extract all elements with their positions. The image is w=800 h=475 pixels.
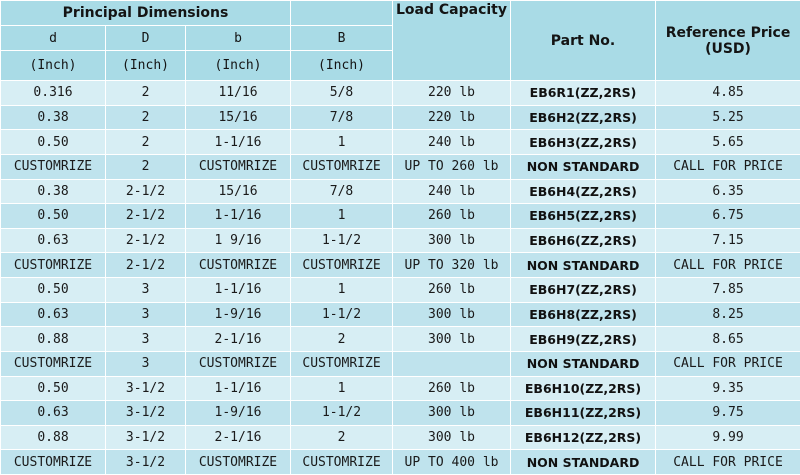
cell-D: 2 (106, 154, 186, 179)
cell-B: 7/8 (291, 105, 393, 130)
cell-reference-price: 9.99 (656, 425, 800, 450)
table-row (1, 376, 800, 401)
cell-B: CUSTOMRIZE (291, 351, 393, 376)
cell-d: CUSTOMRIZE (1, 154, 106, 179)
column-d-unit: (Inch) (1, 51, 106, 81)
cell-b: 11/16 (186, 81, 291, 106)
cell-part-no: EB6H10(ZZ,2RS) (511, 376, 656, 401)
principal-dimensions-header-extension (291, 1, 393, 26)
cell-D: 2-1/2 (106, 179, 186, 204)
cell-D: 3-1/2 (106, 376, 186, 401)
cell-D: 3-1/2 (106, 450, 186, 475)
cell-b: 1-9/16 (186, 401, 291, 426)
table-row (1, 81, 800, 106)
cell-b: 15/16 (186, 179, 291, 204)
cell-reference-price: 5.25 (656, 105, 800, 130)
cell-d: 0.88 (1, 425, 106, 450)
cell-b: CUSTOMRIZE (186, 253, 291, 278)
cell-d: 0.38 (1, 179, 106, 204)
cell-d: 0.88 (1, 327, 106, 352)
column-b-header: b (186, 26, 291, 51)
reference-price-currency: (USD) (705, 41, 751, 57)
cell-load-capacity: UP TO 400 lb (393, 450, 511, 475)
cell-d: 0.50 (1, 204, 106, 229)
cell-d: 0.63 (1, 302, 106, 327)
cell-load-capacity: 300 lb (393, 401, 511, 426)
cell-D: 2 (106, 105, 186, 130)
table-row (1, 130, 800, 155)
cell-D: 2 (106, 81, 186, 106)
principal-dimensions-header: Principal Dimensions (1, 1, 291, 26)
cell-D: 2-1/2 (106, 228, 186, 253)
cell-part-no: EB6H6(ZZ,2RS) (511, 228, 656, 253)
cell-d: CUSTOMRIZE (1, 450, 106, 475)
table-row (1, 179, 800, 204)
cell-load-capacity: 300 lb (393, 228, 511, 253)
cell-D: 3 (106, 302, 186, 327)
cell-b: 1-1/16 (186, 278, 291, 303)
cell-b: 1-1/16 (186, 204, 291, 229)
cell-load-capacity: 300 lb (393, 425, 511, 450)
cell-reference-price: 8.65 (656, 327, 800, 352)
cell-b: 1-9/16 (186, 302, 291, 327)
cell-reference-price: 9.35 (656, 376, 800, 401)
cell-D: 2 (106, 130, 186, 155)
cell-D: 3-1/2 (106, 425, 186, 450)
cell-reference-price: 8.25 (656, 302, 800, 327)
table-row (1, 450, 800, 475)
cell-B: CUSTOMRIZE (291, 154, 393, 179)
cell-part-no: EB6R1(ZZ,2RS) (511, 81, 656, 106)
table-row (1, 204, 800, 229)
cell-reference-price: 4.85 (656, 81, 800, 106)
cell-part-no: EB6H4(ZZ,2RS) (511, 179, 656, 204)
cell-d: 0.63 (1, 401, 106, 426)
cell-load-capacity: 260 lb (393, 376, 511, 401)
cell-B: 1-1/2 (291, 401, 393, 426)
table-row (1, 401, 800, 426)
cell-D: 3 (106, 278, 186, 303)
cell-reference-price: CALL FOR PRICE (656, 351, 800, 376)
cell-reference-price: 6.75 (656, 204, 800, 229)
cell-d: 0.63 (1, 228, 106, 253)
table-row (1, 105, 800, 130)
load-capacity-header: Load Capacity (393, 1, 511, 81)
cell-part-no: NON STANDARD (511, 253, 656, 278)
cell-reference-price: CALL FOR PRICE (656, 253, 800, 278)
cell-part-no: NON STANDARD (511, 450, 656, 475)
cell-load-capacity (393, 351, 511, 376)
part-no-header: Part No. (511, 1, 656, 81)
cell-D: 2-1/2 (106, 204, 186, 229)
cell-b: 1-1/16 (186, 376, 291, 401)
cell-B: CUSTOMRIZE (291, 253, 393, 278)
table-row (1, 302, 800, 327)
cell-d: 0.50 (1, 376, 106, 401)
cell-B: 2 (291, 327, 393, 352)
cell-d: 0.50 (1, 130, 106, 155)
cell-load-capacity: 300 lb (393, 302, 511, 327)
cell-reference-price: 7.85 (656, 278, 800, 303)
cell-part-no: EB6H5(ZZ,2RS) (511, 204, 656, 229)
cell-B: CUSTOMRIZE (291, 450, 393, 475)
table-row (1, 253, 800, 278)
cell-load-capacity: 240 lb (393, 179, 511, 204)
cell-load-capacity: 260 lb (393, 278, 511, 303)
cell-load-capacity: 240 lb (393, 130, 511, 155)
cell-B: 1 (291, 130, 393, 155)
cell-B: 1 (291, 204, 393, 229)
cell-reference-price: CALL FOR PRICE (656, 154, 800, 179)
column-d-header: d (1, 26, 106, 51)
cell-b: 1 9/16 (186, 228, 291, 253)
cell-load-capacity: 220 lb (393, 105, 511, 130)
column-D-header: D (106, 26, 186, 51)
cell-B: 1-1/2 (291, 302, 393, 327)
table-row (1, 327, 800, 352)
cell-d: CUSTOMRIZE (1, 351, 106, 376)
cell-reference-price: 5.65 (656, 130, 800, 155)
cell-load-capacity: UP TO 320 lb (393, 253, 511, 278)
cell-load-capacity: 300 lb (393, 327, 511, 352)
column-B-unit: (Inch) (291, 51, 393, 81)
cell-b: CUSTOMRIZE (186, 154, 291, 179)
cell-part-no: EB6H9(ZZ,2RS) (511, 327, 656, 352)
cell-D: 3 (106, 327, 186, 352)
cell-reference-price: CALL FOR PRICE (656, 450, 800, 475)
cell-part-no: EB6H2(ZZ,2RS) (511, 105, 656, 130)
cell-load-capacity: 260 lb (393, 204, 511, 229)
cell-load-capacity: 220 lb (393, 81, 511, 106)
cell-D: 3-1/2 (106, 401, 186, 426)
cell-D: 3 (106, 351, 186, 376)
table-row (1, 425, 800, 450)
cell-B: 1-1/2 (291, 228, 393, 253)
cell-load-capacity: UP TO 260 lb (393, 154, 511, 179)
cell-B: 2 (291, 425, 393, 450)
cell-b: 1-1/16 (186, 130, 291, 155)
cell-part-no: EB6H11(ZZ,2RS) (511, 401, 656, 426)
table-body (1, 81, 800, 475)
cell-d: 0.38 (1, 105, 106, 130)
cell-part-no: NON STANDARD (511, 351, 656, 376)
cell-d: CUSTOMRIZE (1, 253, 106, 278)
cell-reference-price: 7.15 (656, 228, 800, 253)
cell-B: 1 (291, 376, 393, 401)
table-row (1, 154, 800, 179)
cell-D: 2-1/2 (106, 253, 186, 278)
cell-B: 5/8 (291, 81, 393, 106)
cell-b: CUSTOMRIZE (186, 450, 291, 475)
table-row (1, 351, 800, 376)
cell-b: CUSTOMRIZE (186, 351, 291, 376)
cell-b: 15/16 (186, 105, 291, 130)
cell-part-no: EB6H3(ZZ,2RS) (511, 130, 656, 155)
cell-b: 2-1/16 (186, 425, 291, 450)
cell-reference-price: 9.75 (656, 401, 800, 426)
cell-reference-price: 6.35 (656, 179, 800, 204)
cell-part-no: EB6H7(ZZ,2RS) (511, 278, 656, 303)
cell-d: 0.50 (1, 278, 106, 303)
cell-d: 0.316 (1, 81, 106, 106)
column-B-header: B (291, 26, 393, 51)
reference-price-header (656, 1, 800, 81)
cell-part-no: EB6H8(ZZ,2RS) (511, 302, 656, 327)
reference-price-label: Reference Price (666, 25, 791, 41)
cell-part-no: EB6H12(ZZ,2RS) (511, 425, 656, 450)
table-row (1, 278, 800, 303)
column-D-unit: (Inch) (106, 51, 186, 81)
cell-B: 7/8 (291, 179, 393, 204)
column-b-unit: (Inch) (186, 51, 291, 81)
cell-part-no: NON STANDARD (511, 154, 656, 179)
cell-b: 2-1/16 (186, 327, 291, 352)
cell-B: 1 (291, 278, 393, 303)
table-row (1, 228, 800, 253)
